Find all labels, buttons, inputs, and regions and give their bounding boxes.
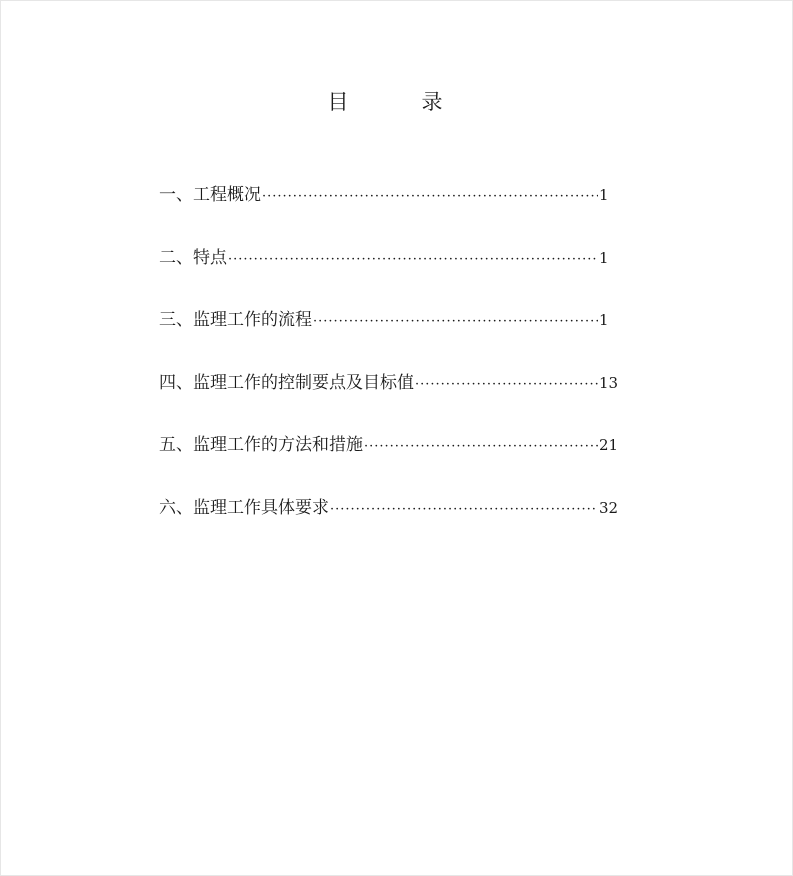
- toc-dot-leader: [262, 184, 598, 210]
- toc-entry-page: 32: [599, 498, 619, 517]
- toc-entry[interactable]: [159, 182, 619, 245]
- toc-entry-label: 一、工程概况: [159, 185, 261, 205]
- table-of-contents: [159, 182, 619, 557]
- toc-dot-leader: [313, 309, 598, 335]
- toc-dot-leader: [415, 372, 598, 398]
- toc-entry[interactable]: [159, 432, 619, 495]
- toc-entry[interactable]: [159, 495, 619, 558]
- toc-entry-page: 1: [599, 248, 609, 267]
- toc-dot-leader: [364, 434, 598, 460]
- toc-entry-page: 1: [599, 311, 609, 329]
- toc-entry[interactable]: [159, 245, 619, 308]
- toc-entry-label: 三、监理工作的流程: [159, 310, 312, 330]
- toc-entry-label: 四、监理工作的控制要点及目标值: [159, 372, 414, 393]
- toc-title: 目 录: [327, 90, 469, 114]
- toc-entry[interactable]: [159, 370, 619, 433]
- toc-entry-label: 六、监理工作具体要求: [159, 497, 329, 518]
- toc-entry[interactable]: [159, 307, 619, 370]
- toc-entry-page: 1: [599, 186, 609, 204]
- toc-entry-label: 五、监理工作的方法和措施: [159, 435, 363, 455]
- toc-dot-leader: [228, 247, 598, 273]
- toc-entry-page: 21: [599, 436, 619, 454]
- toc-entry-label: 二、特点: [159, 247, 227, 268]
- toc-dot-leader: [330, 497, 598, 523]
- toc-entry-page: 13: [599, 373, 619, 392]
